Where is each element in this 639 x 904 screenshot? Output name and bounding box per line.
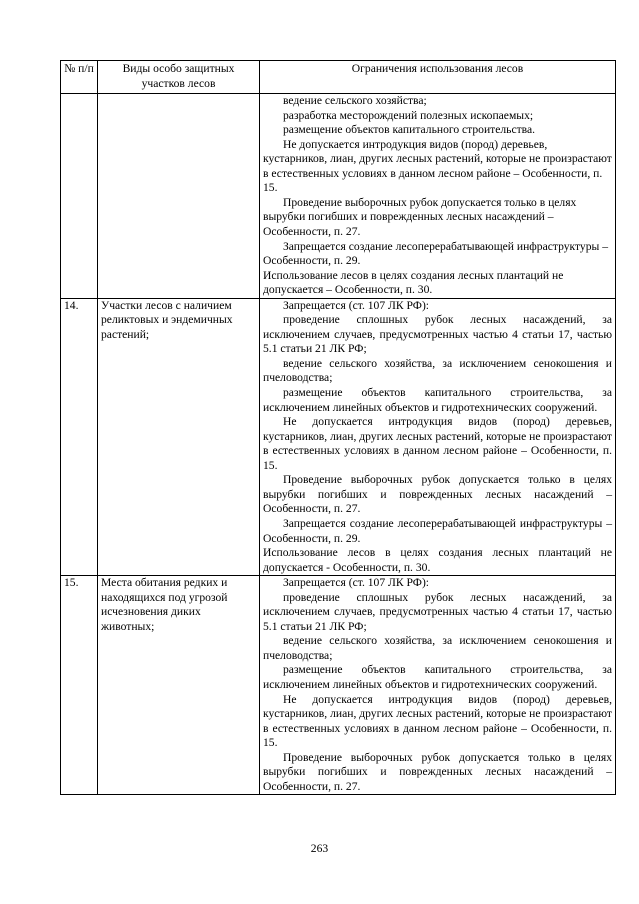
table-body [61,94,616,795]
row-number [61,94,98,299]
restriction-paragraph: Использование лесов в целях создания лесных плантаций не допускается – Особенности, п. 30. [263,268,564,297]
restriction-paragraph: Проведение выборочных рубок допускается только в целях вырубки погибших и поврежденных лесных насаждений – Особенности, п. 27. [263,195,577,239]
restriction-paragraph: Не допускается интродукция видов (пород) деревьев, кустарников, лиан, других лесных растений, которые не произрастают в естественных условиях в данном лесном районе – Особенности, п. 15. [263,692,612,750]
table-row [61,94,616,299]
row-kind: Места обитания редких и находящихся под угрозой исчезновения диких животных; [98,576,260,795]
restriction-paragraph: проведение сплошных рубок лесных насаждений, за исключением случаев, предусмотренных частью 4 статьи 17, частью 5.1 статьи 21 ЛК РФ; [263,590,612,633]
restriction-paragraph: ведение сельского хозяйства, за исключением сенокошения и пчеловодства; [263,356,612,385]
table-row [61,298,616,575]
row-restrictions [260,94,616,299]
restriction-paragraph: ведение сельского хозяйства, за исключением сенокошения и пчеловодства; [263,634,612,662]
restriction-paragraph: Не допускается интродукция видов (пород) деревьев, кустарников, лиан, других лесных растений, которые не произрастают в естественных условиях в данном лесном районе – Особенности, п. 15. [263,137,612,195]
restriction-paragraph: Запрещается создание лесоперерабатывающей инфраструктуры – Особенности, п. 29. [263,516,612,545]
restriction-paragraph: размещение объектов капитального строительства. [283,123,536,137]
header-kind: Виды особо защитных участков лесов [98,61,260,94]
restriction-paragraph: Проведение выборочных рубок допускается только в целях вырубки погибших и поврежденных лесных насаждений – Особенности, п. 27. [263,473,612,516]
header-restrictions: Ограничения использования лесов [260,61,616,94]
restriction-paragraph: размещение объектов капитального строительства, за исключением линейных объектов и гидротехнических сооружений. [263,386,612,414]
document-page [60,60,615,795]
row-number: 14. [61,298,98,575]
restriction-paragraph: Не допускается интродукция видов (пород) деревьев, кустарников, лиан, других лесных растений, которые не произрастают в естественных условиях в данном лесном районе – Особенности, п. 15. [263,415,612,472]
restriction-paragraph: Проведение выборочных рубок допускается только в целях вырубки погибших и поврежденных лесных насаждений – Особенности, п. 27. [263,750,612,793]
restriction-paragraph: Использование лесов в целях создания лесных плантаций не допускается - Особенности, п. 30. [263,546,612,574]
row-kind: Участки лесов с наличием реликтовых и эндемичных растений; [98,298,260,575]
row-restrictions [260,576,616,795]
restriction-paragraph: Запрещается (ст. 107 ЛК РФ): [283,298,430,312]
row-number: 15. [61,576,98,795]
restrictions-table [60,60,616,795]
restriction-paragraph: Запрещается создание лесоперерабатывающей инфраструктуры – Особенности, п. 29. [263,239,608,268]
page-number: 263 [310,842,329,855]
restriction-paragraph: разработка месторождений полезных ископаемых; [283,108,534,122]
table-header-row [61,61,616,94]
restriction-paragraph: проведение сплошных рубок лесных насаждений, за исключением случаев, предусмотренных частью 4 статьи 17, частью 5.1 статьи 21 ЛК РФ; [263,313,612,356]
restriction-paragraph: Запрещается (ст. 107 ЛК РФ): [283,576,430,590]
header-number: № п/п [61,61,98,94]
restriction-paragraph: размещение объектов капитального строительства, за исключением линейных объектов и гидротехнических сооружений. [263,663,612,691]
restriction-paragraph: ведение сельского хозяйства; [283,94,427,108]
table-row [61,576,616,795]
row-kind [98,94,260,299]
row-restrictions [260,298,616,575]
